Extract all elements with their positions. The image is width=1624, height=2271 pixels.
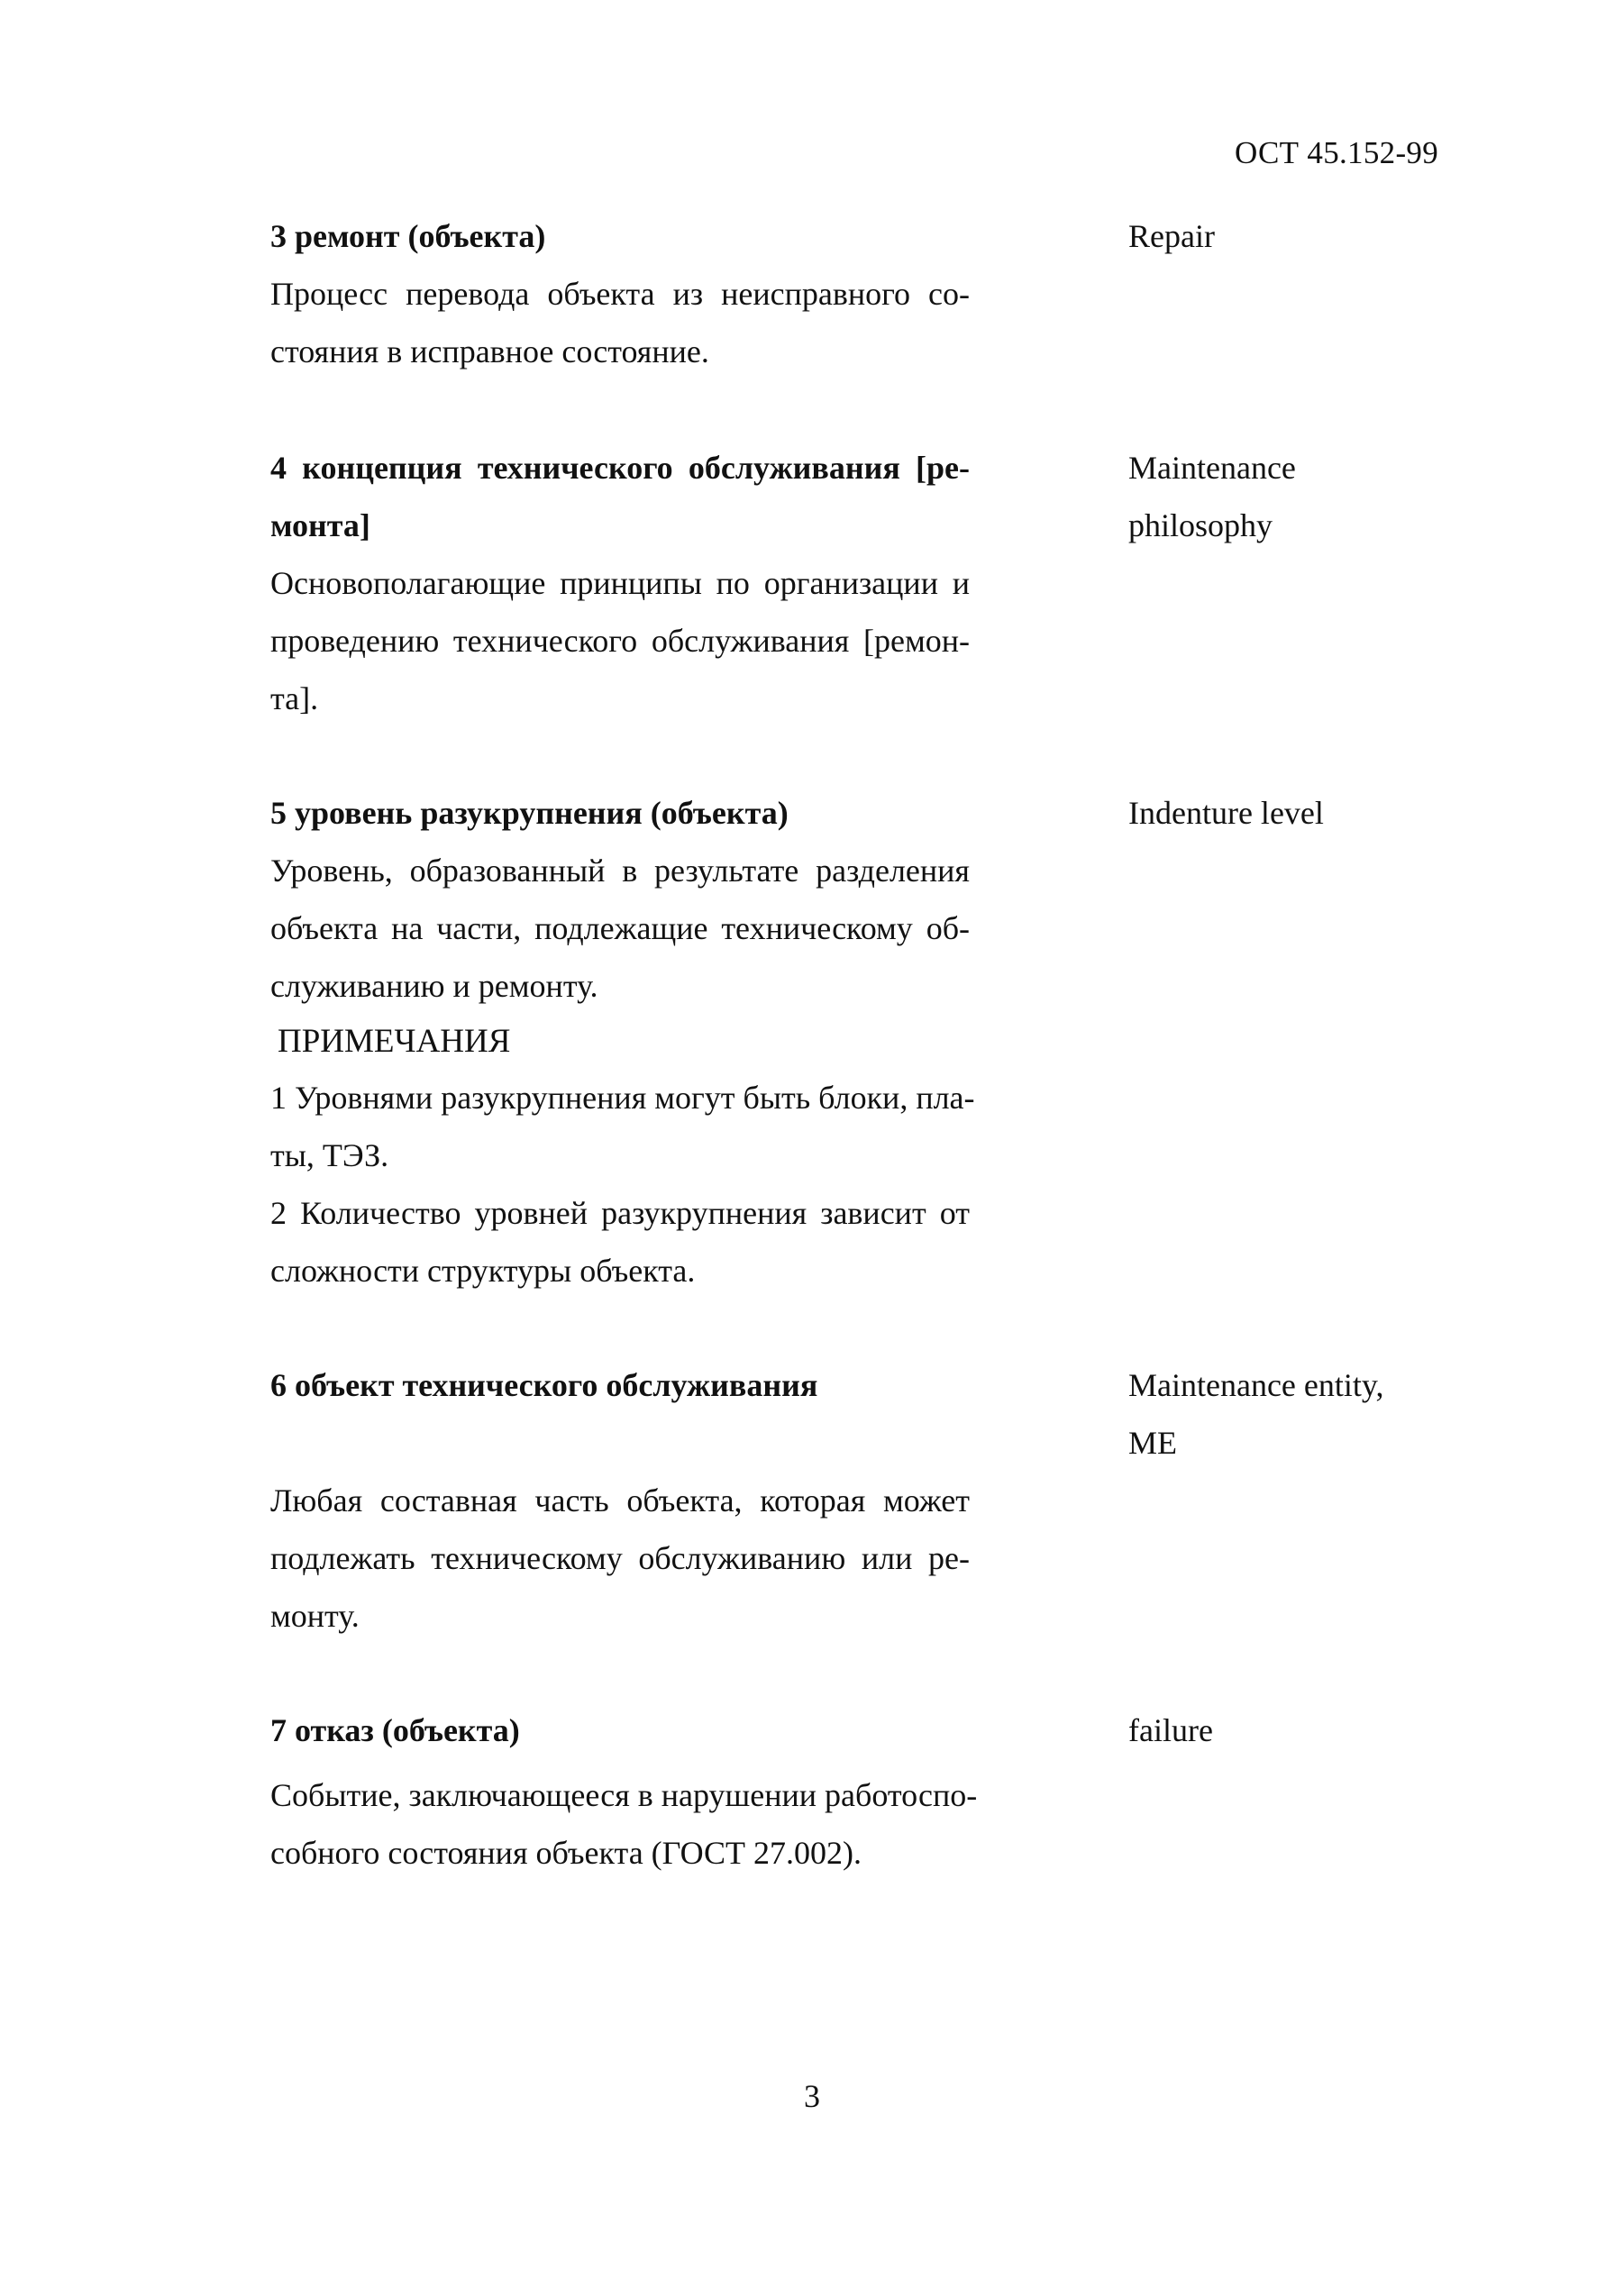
definition-line: монту. [270,1598,360,1634]
english-term [1128,207,1525,265]
definition-line: проведению технического обслуживания [ремон- [270,623,970,659]
english-term-line: Repair [1128,218,1215,254]
notes-heading: ПРИМЕЧАНИЯ [278,1023,511,1060]
definition-line: та]. [270,680,319,716]
definition-line: стояния в исправное состояние. [270,333,709,369]
definition-line: Любая составная часть объекта, которая может [270,1482,970,1519]
term-title-continuation: монта] [270,507,370,543]
blank-spacer [270,1414,970,1472]
english-term-line: philosophy [1128,507,1273,543]
term-entry-repair [270,207,970,380]
note-line: сложности структуры объекта. [270,1253,696,1289]
blank-spacer [270,1759,970,1766]
term-title: 5 уровень разукрупнения (объекта) [270,795,789,831]
definition-line: подлежать техническому обслуживанию или ре- [270,1540,970,1576]
term-entry-failure [270,1701,978,1882]
english-term-line: Maintenance [1128,450,1296,486]
term-title: 7 отказ (объекта) [270,1712,520,1748]
english-term-line: failure [1128,1712,1213,1748]
definition-line: Уровень, образованный в результате разделения [270,853,970,889]
english-term [1128,784,1525,842]
english-term-line: Maintenance entity, [1128,1367,1384,1403]
term-entry-maintenance-philosophy [270,439,970,727]
term-entry-maintenance-entity [270,1356,970,1645]
definition-line: Событие, заключающееся в нарушении работоспо- [270,1777,978,1813]
page-number: 3 [804,2078,820,2114]
definition-line: Основополагающие принципы по организации и [270,565,970,601]
document-code: ОСТ 45.152-99 [1235,135,1438,170]
english-term-line: ME [1128,1425,1177,1461]
note-line: 1 Уровнями разукрупнения могут быть блоки, пла- [270,1080,975,1116]
note-line: 2 Количество уровней разукрупнения зависит от [270,1195,970,1231]
note-line: ты, ТЭЗ. [270,1137,389,1173]
definition-line: собного состояния объекта (ГОСТ 27.002). [270,1835,862,1871]
term-title: 6 объект технического обслуживания [270,1367,818,1403]
definition-line: служиванию и ремонту. [270,968,598,1004]
definition-line: объекта на части, подлежащие техническому об- [270,910,970,946]
english-term [1128,1356,1525,1472]
term-entry-indenture-level [270,784,975,1300]
english-term [1128,1701,1525,1759]
definition-line: Процесс перевода объекта из неисправного со- [270,276,970,312]
english-term [1128,439,1525,554]
term-title: 4 концепция технического обслуживания [ре- [270,450,970,486]
term-title: 3 ремонт (объекта) [270,218,546,254]
english-term-line: Indenture level [1128,795,1324,831]
